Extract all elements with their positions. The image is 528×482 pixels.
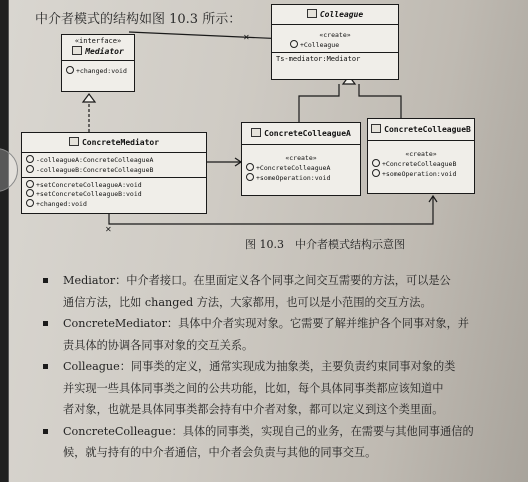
list-item: Colleague：同事类的定义，通常实现成为抽象类，主要负责约束同事对象的类 并实现一些具体同事类之间的公共功能，比如，每个具体同事类都应该知道中 者对象，也就是具体同事类都会持有中介者对象，都可以定义到这个类里面。 (43, 356, 525, 421)
class-concrete-colleague-b (367, 118, 475, 194)
intro-text: 中介者模式的结构如图 10.3 所示： (35, 12, 242, 27)
concrete-mediator-op-a: +setConcreteColleagueA:void (36, 180, 142, 189)
class-concrete-mediator (21, 132, 207, 214)
mediator-name: Mediator (85, 46, 124, 56)
class-mediator (61, 34, 135, 92)
concrete-a-op-ctor: +ConcreteColleagueA (256, 163, 331, 172)
book-page (8, 0, 528, 482)
list-item: ConcreteMediator：具体中介者实现对象。它需要了解并维护各个同事对象，并 责具体的协调各同事对象的交互关系。 (43, 313, 525, 356)
operation-icon (246, 163, 254, 171)
class-icon (251, 128, 261, 137)
description-list (43, 270, 525, 464)
concrete-a-create-label: «create» (285, 154, 317, 162)
concrete-mediator-attr-a: -colleagueA:ConcreteColleagueA (36, 156, 154, 164)
bullet-icon (43, 364, 48, 369)
concrete-b-op-some: +someOperation:void (382, 169, 457, 178)
operation-icon (372, 159, 380, 167)
class-icon (69, 137, 79, 146)
colleague-name: Colleague (319, 10, 364, 19)
attribute-icon (26, 165, 34, 173)
operation-icon (372, 169, 380, 177)
concrete-b-name: ConcreteColleagueB (384, 125, 471, 134)
association-cross-mark-bottom: ✕ (105, 225, 112, 234)
mediator-op: +changed:void (76, 66, 127, 75)
attribute-icon (26, 155, 34, 163)
mediator-realization-arrow (83, 94, 95, 102)
bullet-icon (43, 321, 48, 326)
mediator-stereotype: «interface» (74, 37, 122, 45)
colleague-create-label: «create» (319, 31, 351, 39)
concrete-mediator-op-b: +setConcreteColleagueB:void (36, 190, 142, 199)
colleague-attr: Ts-mediator:Mediator (276, 54, 361, 63)
class-concrete-colleague-a (241, 122, 361, 196)
concrete-mediator-name: ConcreteMediator (81, 138, 160, 147)
operation-icon (26, 199, 34, 207)
concrete-a-op-some: +someOperation:void (256, 173, 331, 182)
concrete-b-op-ctor: +ConcreteColleagueB (382, 159, 457, 168)
operation-icon (66, 66, 74, 74)
list-item: Mediator：中介者接口。在里面定义各个同事之间交互需要的方法，可以是公 通信方法，比如 changed 方法，大家都用，也可以是小范围的交互方法。 (43, 270, 525, 313)
interface-icon (72, 46, 82, 55)
concrete-a-name: ConcreteColleagueA (264, 129, 351, 138)
class-colleague (271, 4, 399, 80)
abstract-class-icon (307, 9, 317, 18)
operation-icon (26, 180, 34, 188)
list-item: ConcreteColleague：具体的同事类，实现自己的业务，在需要与其他同事通信的 候，就与持有的中介者通信，中介者会负责与其他的同事交互。 (43, 421, 525, 464)
figure-caption: 图 10.3 中介者模式结构示意图 (245, 238, 405, 251)
class-icon (371, 124, 381, 133)
colleague-b-inheritance-line (359, 84, 401, 122)
operation-icon (26, 189, 34, 197)
concrete-mediator-attr-b: -colleagueB:ConcreteColleagueB (36, 165, 154, 174)
concrete-mediator-op-changed: +changed:void (36, 200, 87, 209)
operation-icon (246, 173, 254, 181)
colleague-a-inheritance-line (299, 84, 339, 122)
bullet-icon (43, 429, 48, 434)
colleague-op: +Colleague (300, 40, 340, 49)
operation-icon (290, 40, 298, 48)
association-cross-mark: ✕ (243, 33, 250, 42)
bullet-icon (43, 278, 48, 283)
concrete-b-create-label: «create» (405, 150, 437, 158)
